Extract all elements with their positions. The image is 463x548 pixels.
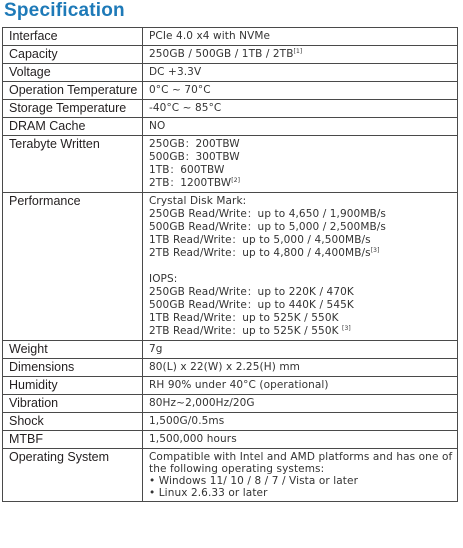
row-label-operation-temperature: Operation Temperature — [3, 82, 143, 100]
iops-heading: IOPS: — [149, 273, 178, 285]
row-label-dram-cache: DRAM Cache — [3, 118, 143, 136]
crystal-line: 2TB Read/Write：up to 4,800 / 4,400MB/s — [149, 247, 371, 259]
tbw-line: 1TB：600TBW — [149, 164, 225, 176]
iops-line: 250GB Read/Write：up to 220K / 470K — [149, 286, 354, 298]
footnote-marker: [3] — [370, 247, 380, 254]
row-label-capacity: Capacity — [3, 46, 143, 64]
row-value-operation-temperature: 0°C ~ 70°C — [143, 82, 458, 100]
footnote-marker: [2] — [231, 177, 241, 184]
row-value-dimensions: 80(L) x 22(W) x 2.25(H) mm — [143, 359, 458, 377]
row-label-humidity: Humidity — [3, 377, 143, 395]
capacity-value: 250GB / 500GB / 1TB / 2TB — [149, 48, 294, 60]
row-value-mtbf: 1,500,000 hours — [143, 431, 458, 449]
footnote-marker: [1] — [293, 48, 303, 55]
row-label-mtbf: MTBF — [3, 431, 143, 449]
row-label-storage-temperature: Storage Temperature — [3, 100, 143, 118]
table-row — [3, 359, 458, 377]
spacer — [149, 260, 453, 273]
page-title: Specification — [4, 0, 125, 21]
tbw-line-with-note — [149, 177, 453, 190]
iops-line: 1TB Read/Write：up to 525K / 550K — [149, 312, 339, 324]
iops-line: 2TB Read/Write：up to 525K / 550K — [149, 325, 339, 337]
os-item: • Windows 11/ 10 / 8 / 7 / Vista or later — [149, 475, 358, 487]
specification-table — [2, 27, 458, 502]
table-row — [3, 118, 458, 136]
table-row — [3, 136, 458, 193]
table-row — [3, 449, 458, 502]
row-label-terabyte-written: Terabyte Written — [3, 136, 143, 193]
tbw-line: 2TB：1200TBW — [149, 177, 232, 189]
row-label-operating-system: Operating System — [3, 449, 143, 502]
table-row — [3, 82, 458, 100]
row-label-interface: Interface — [3, 28, 143, 46]
row-value-voltage: DC +3.3V — [143, 64, 458, 82]
row-value-terabyte-written — [143, 136, 458, 193]
row-value-operating-system — [143, 449, 458, 502]
crystal-line: 250GB Read/Write：up to 4,650 / 1,900MB/s — [149, 208, 386, 220]
row-value-capacity — [143, 46, 458, 64]
row-label-performance: Performance — [3, 193, 143, 341]
crystal-line: 1TB Read/Write：up to 5,000 / 4,500MB/s — [149, 234, 371, 246]
tbw-line: 250GB：200TBW — [149, 138, 240, 150]
row-label-vibration: Vibration — [3, 395, 143, 413]
row-label-voltage: Voltage — [3, 64, 143, 82]
row-value-vibration: 80Hz~2,000Hz/20G — [143, 395, 458, 413]
os-intro: Compatible with Intel and AMD platforms and has one of the following operating systems: — [149, 451, 453, 475]
table-row — [3, 413, 458, 431]
row-label-shock: Shock — [3, 413, 143, 431]
table-row — [3, 395, 458, 413]
row-value-interface: PCIe 4.0 x4 with NVMe — [143, 28, 458, 46]
row-label-dimensions: Dimensions — [3, 359, 143, 377]
table-row — [3, 64, 458, 82]
crystal-heading: Crystal Disk Mark: — [149, 195, 247, 207]
row-value-humidity: RH 90% under 40°C (operational) — [143, 377, 458, 395]
table-row — [3, 46, 458, 64]
iops-line: 500GB Read/Write：up to 440K / 545K — [149, 299, 354, 311]
footnote-marker: [3] — [342, 325, 351, 332]
row-value-dram-cache: NO — [143, 118, 458, 136]
crystal-line-with-note — [149, 247, 453, 260]
table-row — [3, 100, 458, 118]
crystal-line: 500GB Read/Write：up to 5,000 / 2,500MB/s — [149, 221, 386, 233]
table-row — [3, 193, 458, 341]
row-value-storage-temperature: -40°C ~ 85°C — [143, 100, 458, 118]
row-value-shock: 1,500G/0.5ms — [143, 413, 458, 431]
iops-line-with-note — [149, 325, 453, 338]
tbw-line: 500GB：300TBW — [149, 151, 240, 163]
table-row — [3, 377, 458, 395]
os-item: • Linux 2.6.33 or later — [149, 487, 268, 499]
table-row — [3, 431, 458, 449]
row-value-weight: 7g — [143, 341, 458, 359]
table-row — [3, 341, 458, 359]
row-label-weight: Weight — [3, 341, 143, 359]
row-value-performance — [143, 193, 458, 341]
table-row — [3, 28, 458, 46]
